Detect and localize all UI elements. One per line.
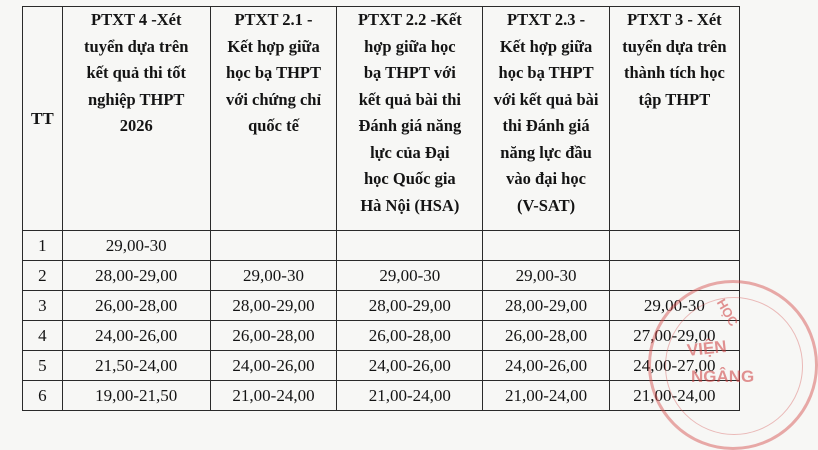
header-line: tập THPT: [638, 89, 711, 109]
score-range-cell: 26,00-28,00: [483, 321, 609, 351]
score-range-cell: 19,00-21,50: [62, 381, 210, 411]
row-number: 2: [23, 261, 63, 291]
score-range-cell: 29,00-30: [337, 261, 483, 291]
header-line: tuyển dựa trên: [84, 36, 189, 56]
header-line: kết quả thi tốt: [86, 63, 186, 82]
score-range-cell: 29,00-30: [483, 261, 609, 291]
score-range-cell: 21,00-24,00: [609, 381, 739, 411]
header-line: PTXT 4 -Xét: [91, 10, 182, 29]
score-range-cell: 24,00-26,00: [62, 321, 210, 351]
tt-header: TT: [23, 7, 63, 231]
score-range-cell: [337, 231, 483, 261]
table-row: [23, 321, 740, 351]
table-body: [23, 231, 740, 411]
table-row: [23, 351, 740, 381]
seal-text-top: HỌC: [713, 296, 742, 329]
row-number: 3: [23, 291, 63, 321]
admission-score-table: [22, 6, 740, 411]
score-range-cell: 26,00-28,00: [210, 321, 337, 351]
header-line: học bạ THPT: [498, 63, 594, 82]
table-row: [23, 291, 740, 321]
header-line: hợp giữa học: [364, 36, 456, 56]
header-line: với chứng chỉ: [225, 89, 322, 109]
header-line: Hà Nội (HSA): [360, 195, 460, 215]
column-header-ptxt4: [62, 7, 210, 231]
header-line: năng lực đầu: [500, 142, 592, 162]
score-range-cell: 21,00-24,00: [483, 381, 609, 411]
header-line: nghiệp THPT: [87, 89, 185, 109]
score-range-cell: 21,50-24,00: [62, 351, 210, 381]
header-line: với kết quả bài: [493, 89, 599, 109]
score-range-cell: 28,00-29,00: [62, 261, 210, 291]
score-range-cell: [210, 231, 337, 261]
table-row: [23, 231, 740, 261]
header-line: thành tích học: [623, 63, 725, 82]
header-line: lực của Đại: [370, 142, 450, 162]
header-line: PTXT 2.1 -: [234, 10, 313, 29]
score-range-cell: 29,00-30: [609, 291, 739, 321]
table-row: [23, 381, 740, 411]
table-header-row: [23, 7, 740, 231]
score-range-cell: 29,00-30: [210, 261, 337, 291]
score-range-cell: 26,00-28,00: [337, 321, 483, 351]
header-line: PTXT 2.2 -Kết: [357, 10, 462, 29]
header-line: Kết hợp giữa: [227, 36, 320, 56]
row-number: 5: [23, 351, 63, 381]
header-line: Kết hợp giữa: [499, 36, 593, 56]
score-range-cell: [609, 231, 739, 261]
score-range-cell: 24,00-26,00: [337, 351, 483, 381]
column-header-ptxt2-3: [483, 7, 609, 231]
score-range-cell: 28,00-29,00: [337, 291, 483, 321]
score-range-cell: 26,00-28,00: [62, 291, 210, 321]
column-header-ptxt2-2: [337, 7, 483, 231]
table-row: [23, 261, 740, 291]
score-range-cell: 29,00-30: [62, 231, 210, 261]
column-header-ptxt2-1: [210, 7, 337, 231]
red-seal-stamp: [648, 280, 818, 450]
header-line: học Quốc gia: [364, 169, 456, 188]
seal-text-mid: VIỆN: [686, 336, 728, 361]
header-line: (V-SAT): [517, 195, 576, 215]
seal-text-bottom: NGÂNG: [691, 367, 755, 386]
score-range-cell: 21,00-24,00: [337, 381, 483, 411]
header-line: tuyển dựa trên: [622, 36, 727, 56]
header-line: PTXT 3 - Xét: [627, 10, 722, 29]
row-number: 1: [23, 231, 63, 261]
row-number: 6: [23, 381, 63, 411]
score-range-cell: 24,00-26,00: [210, 351, 337, 381]
score-range-cell: 28,00-29,00: [483, 291, 609, 321]
row-number: 4: [23, 321, 63, 351]
header-line: học bạ THPT: [225, 63, 322, 82]
header-line: vào đại học: [506, 169, 586, 188]
score-range-cell: 27,00-29,00: [609, 321, 739, 351]
score-range-cell: [483, 231, 609, 261]
score-range-cell: 24,00-27,00: [609, 351, 739, 381]
header-line: thi Đánh giá: [502, 116, 590, 135]
header-line: quốc tế: [248, 116, 299, 135]
header-line: bạ THPT với: [363, 63, 456, 82]
column-header-ptxt3: [609, 7, 739, 231]
header-line: 2026: [119, 116, 153, 135]
header-line: kết quả bài thi: [358, 89, 461, 109]
score-range-cell: 24,00-26,00: [483, 351, 609, 381]
score-range-cell: 21,00-24,00: [210, 381, 337, 411]
header-line: Đánh giá năng: [358, 116, 462, 135]
header-line: PTXT 2.3 -: [507, 10, 586, 29]
score-range-cell: 28,00-29,00: [210, 291, 337, 321]
